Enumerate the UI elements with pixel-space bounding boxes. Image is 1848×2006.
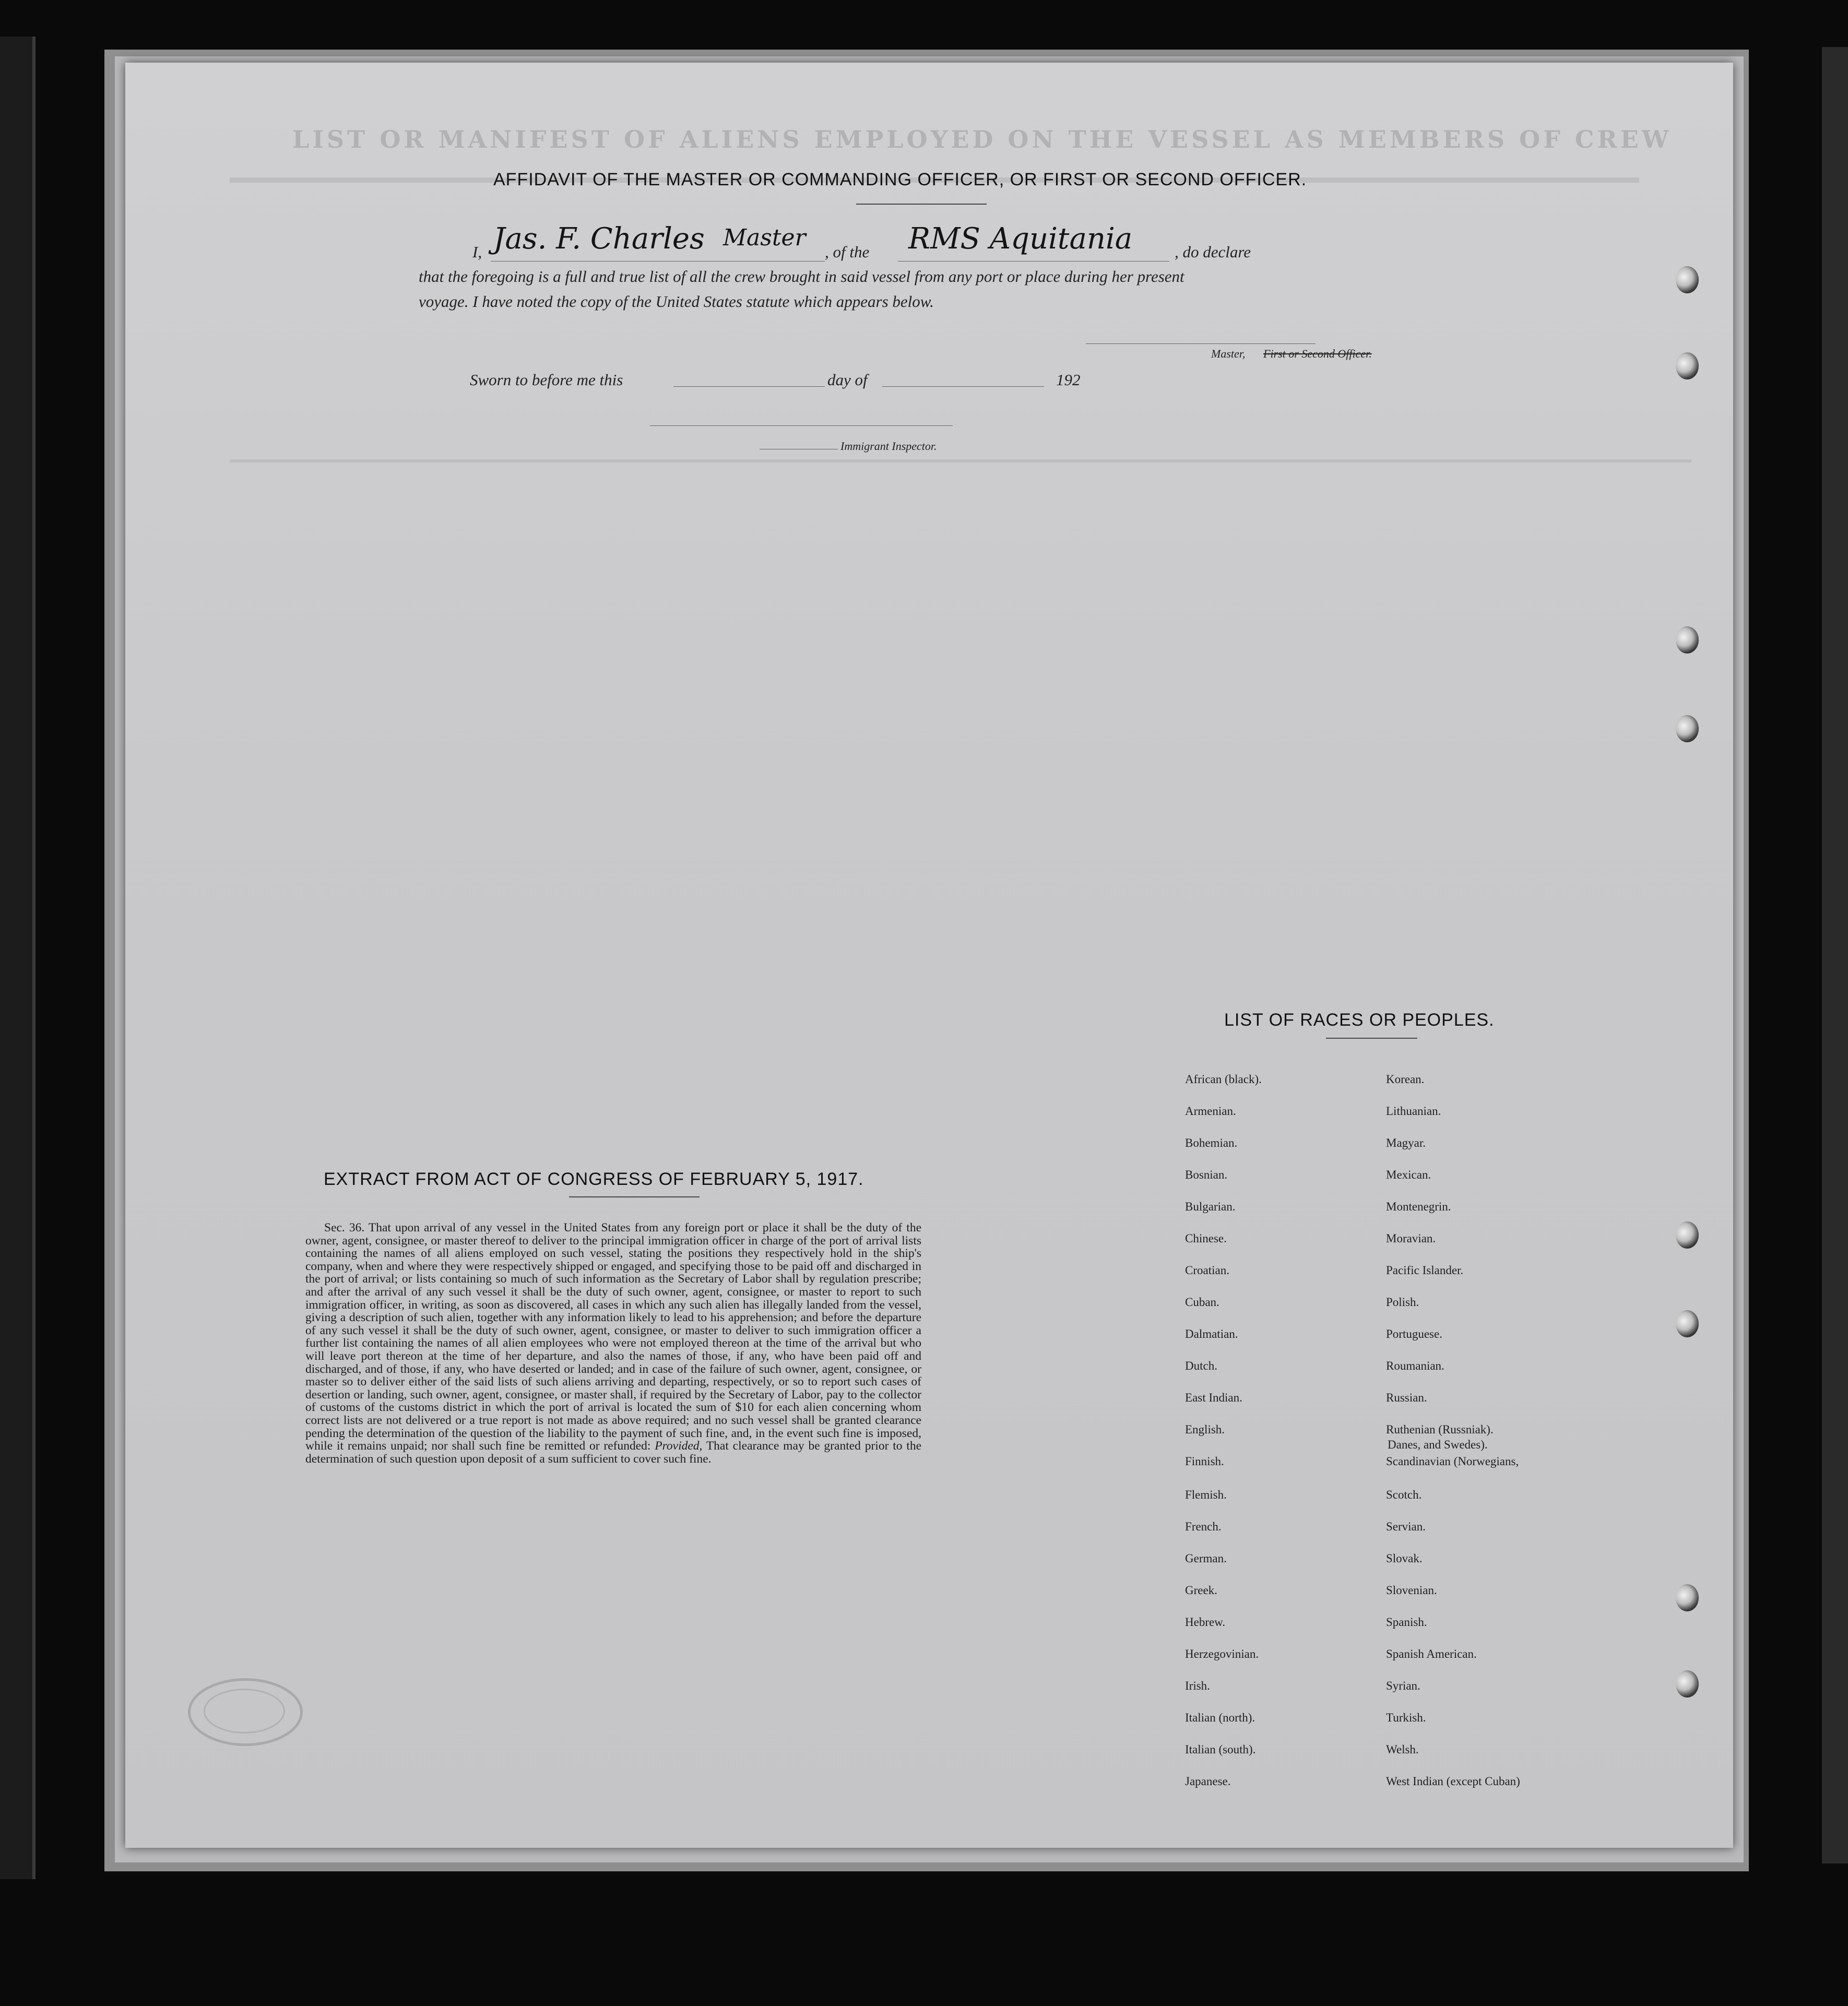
master-label: Master, xyxy=(1211,347,1246,360)
faint-stamp-inner xyxy=(204,1689,285,1734)
year-text: 192 xyxy=(1056,371,1081,389)
race-item: Italian (north). xyxy=(1185,1711,1255,1724)
extract-body xyxy=(305,1221,921,1465)
do-declare-text: , do declare xyxy=(1175,243,1251,261)
race-item: Cuban. xyxy=(1185,1296,1219,1309)
race-item: Montenegrin. xyxy=(1386,1200,1451,1213)
binder-hole xyxy=(1676,266,1699,293)
race-item: Flemish. xyxy=(1185,1488,1227,1501)
struck-officer-label: First or Second Officer. xyxy=(1263,347,1372,360)
right-film-edge xyxy=(1822,47,1848,1863)
race-item: Moravian. xyxy=(1386,1232,1436,1245)
sworn-month-line xyxy=(882,386,1044,387)
extract-title: EXTRACT FROM ACT OF CONGRESS OF FEBRUARY 5, 1917. xyxy=(324,1169,864,1189)
binder-hole xyxy=(1676,1310,1699,1337)
binder-hole xyxy=(1676,1584,1699,1611)
race-item: Scotch. xyxy=(1386,1488,1422,1501)
race-item: Irish. xyxy=(1185,1679,1210,1692)
inspector-line-1 xyxy=(650,425,953,426)
affidavit-line2: that the foregoing is a full and true list of all the crew brought in said vessel from any port or place during her present xyxy=(419,267,1184,286)
of-the-text: , of the xyxy=(825,243,870,261)
race-item: West Indian (except Cuban) xyxy=(1386,1775,1520,1788)
handwritten-vessel-name: RMS Aquitania xyxy=(908,222,1133,256)
extract-text-part1: That upon arrival of any vessel in the United States from any foreign port or place it shall be the duty of the owner, agent, consignee, or master thereof to deliver to the principal immigration officer in charge of the port of arrival lists containing the names of all aliens employed on such vessel, stating the positions they respectively hold in the ship's company, when and where they were respectively shipped or engaged, and specifying those to be paid off and discharged in the port of arrival; or lists containing so much of such information as the Secretary of Labor shall by regulation prescribe; and after the arrival of any such vessel it shall be the duty of such owner, agent, consignee, or master to report to such immigration officer, in writing, as soon as discovered, all cases in which any such alien has illegally landed from the vessel, giving a description of such alien, together with any information likely to lead to his apprehension; and before the departure of any such vessel it shall be the duty of such owner, agent, consignee, or master to deliver to such immigration officer a further list containing the names of all alien employees who were not employed thereon at the time of the arrival but who will leave port thereon at the time of her departure, and also the names of those, if any, who have been paid off and discharged, and of those, if any, who have deserted or landed; and in case of the failure of such owner, agent, consignee, or master so to deliver either of the said lists of such aliens arriving and departing, respectively, or so to report such cases of desertion or landing, such owner, agent, consignee, or master shall, if required by the Secretary of Labor, pay to the collector of customs of the customs district in which the port of arrival is located the sum of $10 for each alien concerning whom correct lists are not delivered or a true report is not made as above required; and no such vessel shall be granted clearance pending the determination of the question of the liability to the payment of such fine, and, in the event such fine is imposed, while it remains unpaid; nor shall such fine be remitted or refunded: xyxy=(305,1221,922,1453)
race-item: Polish. xyxy=(1386,1296,1419,1309)
race-item: Syrian. xyxy=(1386,1679,1420,1692)
race-item: Herzegovinian. xyxy=(1185,1647,1259,1660)
extract-text-part2: That clearance may be granted prior to the determination of such question upon deposit of a sum sufficient to cover such fine. xyxy=(305,1439,921,1466)
race-item: Slovak. xyxy=(1386,1552,1423,1565)
sec-number: Sec. 36. xyxy=(324,1221,365,1235)
race-item: Greek. xyxy=(1185,1584,1217,1597)
race-item: Servian. xyxy=(1386,1520,1426,1533)
binder-hole xyxy=(1676,1221,1699,1249)
title-underline xyxy=(856,204,987,205)
race-item: Dutch. xyxy=(1185,1359,1217,1372)
race-item: Korean. xyxy=(1386,1073,1425,1086)
race-item: Slovenian. xyxy=(1386,1584,1437,1597)
race-item: Chinese. xyxy=(1185,1232,1227,1245)
race-item: Roumanian. xyxy=(1386,1359,1444,1372)
race-item: Turkish. xyxy=(1386,1711,1426,1724)
affidavit-title: AFFIDAVIT OF THE MASTER OR COMMANDING OFFICER, OR FIRST OR SECOND OFFICER. xyxy=(493,170,1307,189)
race-item: Spanish American. xyxy=(1386,1647,1477,1660)
inspector-label: Immigrant Inspector. xyxy=(840,440,937,453)
race-item: Ruthenian (Russniak). xyxy=(1386,1423,1494,1436)
handwritten-title: Master xyxy=(723,224,806,251)
race-item: English. xyxy=(1185,1423,1225,1436)
sworn-text: Sworn to before me this xyxy=(470,371,623,389)
vessel-fill-line xyxy=(898,261,1169,262)
provided-word: Provided, xyxy=(655,1439,703,1453)
sworn-day-line xyxy=(673,386,825,387)
race-item: Mexican. xyxy=(1386,1168,1431,1181)
race-item: Scandinavian (Norwegians, xyxy=(1386,1455,1519,1468)
race-item: Armenian. xyxy=(1185,1105,1236,1118)
left-film-edge xyxy=(0,37,35,1879)
race-item: Bohemian. xyxy=(1185,1136,1238,1149)
race-item: Japanese. xyxy=(1185,1775,1231,1788)
race-item: Lithuanian. xyxy=(1386,1105,1441,1118)
race-item: Hebrew. xyxy=(1185,1616,1226,1629)
race-item: Portuguese. xyxy=(1386,1327,1442,1340)
race-item: Croatian. xyxy=(1185,1264,1229,1277)
race-item: Dalmatian. xyxy=(1185,1327,1238,1340)
race-item: Italian (south). xyxy=(1185,1743,1256,1756)
bleed-through-line xyxy=(230,459,1691,462)
binder-hole xyxy=(1676,352,1699,379)
races-title: LIST OF RACES OR PEOPLES. xyxy=(1224,1010,1495,1030)
binder-hole xyxy=(1676,626,1699,654)
affidavit-line3: voyage. I have noted the copy of the United States statute which appears below. xyxy=(419,292,934,311)
race-item: East Indian. xyxy=(1185,1391,1242,1404)
race-item: African (black). xyxy=(1185,1073,1262,1086)
race-item: Magyar. xyxy=(1386,1136,1426,1149)
race-item-continuation: Danes, and Swedes). xyxy=(1388,1438,1488,1451)
binder-hole xyxy=(1676,1670,1699,1698)
race-item: Pacific Islander. xyxy=(1386,1264,1464,1277)
binder-hole xyxy=(1676,715,1699,742)
race-item: Spanish. xyxy=(1386,1616,1427,1629)
race-item: Finnish. xyxy=(1185,1455,1224,1468)
race-item: French. xyxy=(1185,1520,1222,1533)
race-item: Welsh. xyxy=(1386,1743,1419,1756)
race-item: German. xyxy=(1185,1552,1227,1565)
bleed-through-header: LIST OR MANIFEST OF ALIENS EMPLOYED ON THE VESSEL AS MEMBERS OF CREW xyxy=(292,125,1672,153)
manifest-page xyxy=(125,63,1733,1848)
day-of-text: day of xyxy=(827,371,868,389)
affidavit-line1-prefix: I, xyxy=(472,243,482,261)
race-item: Bulgarian. xyxy=(1185,1200,1236,1213)
handwritten-master-name: Jas. F. Charles xyxy=(493,222,705,256)
race-item: Russian. xyxy=(1386,1391,1427,1404)
race-item: Bosnian. xyxy=(1185,1168,1228,1181)
name-fill-line xyxy=(491,261,825,262)
races-title-underline xyxy=(1326,1038,1417,1039)
master-signature-line xyxy=(1086,343,1316,344)
extract-title-underline xyxy=(569,1196,700,1197)
